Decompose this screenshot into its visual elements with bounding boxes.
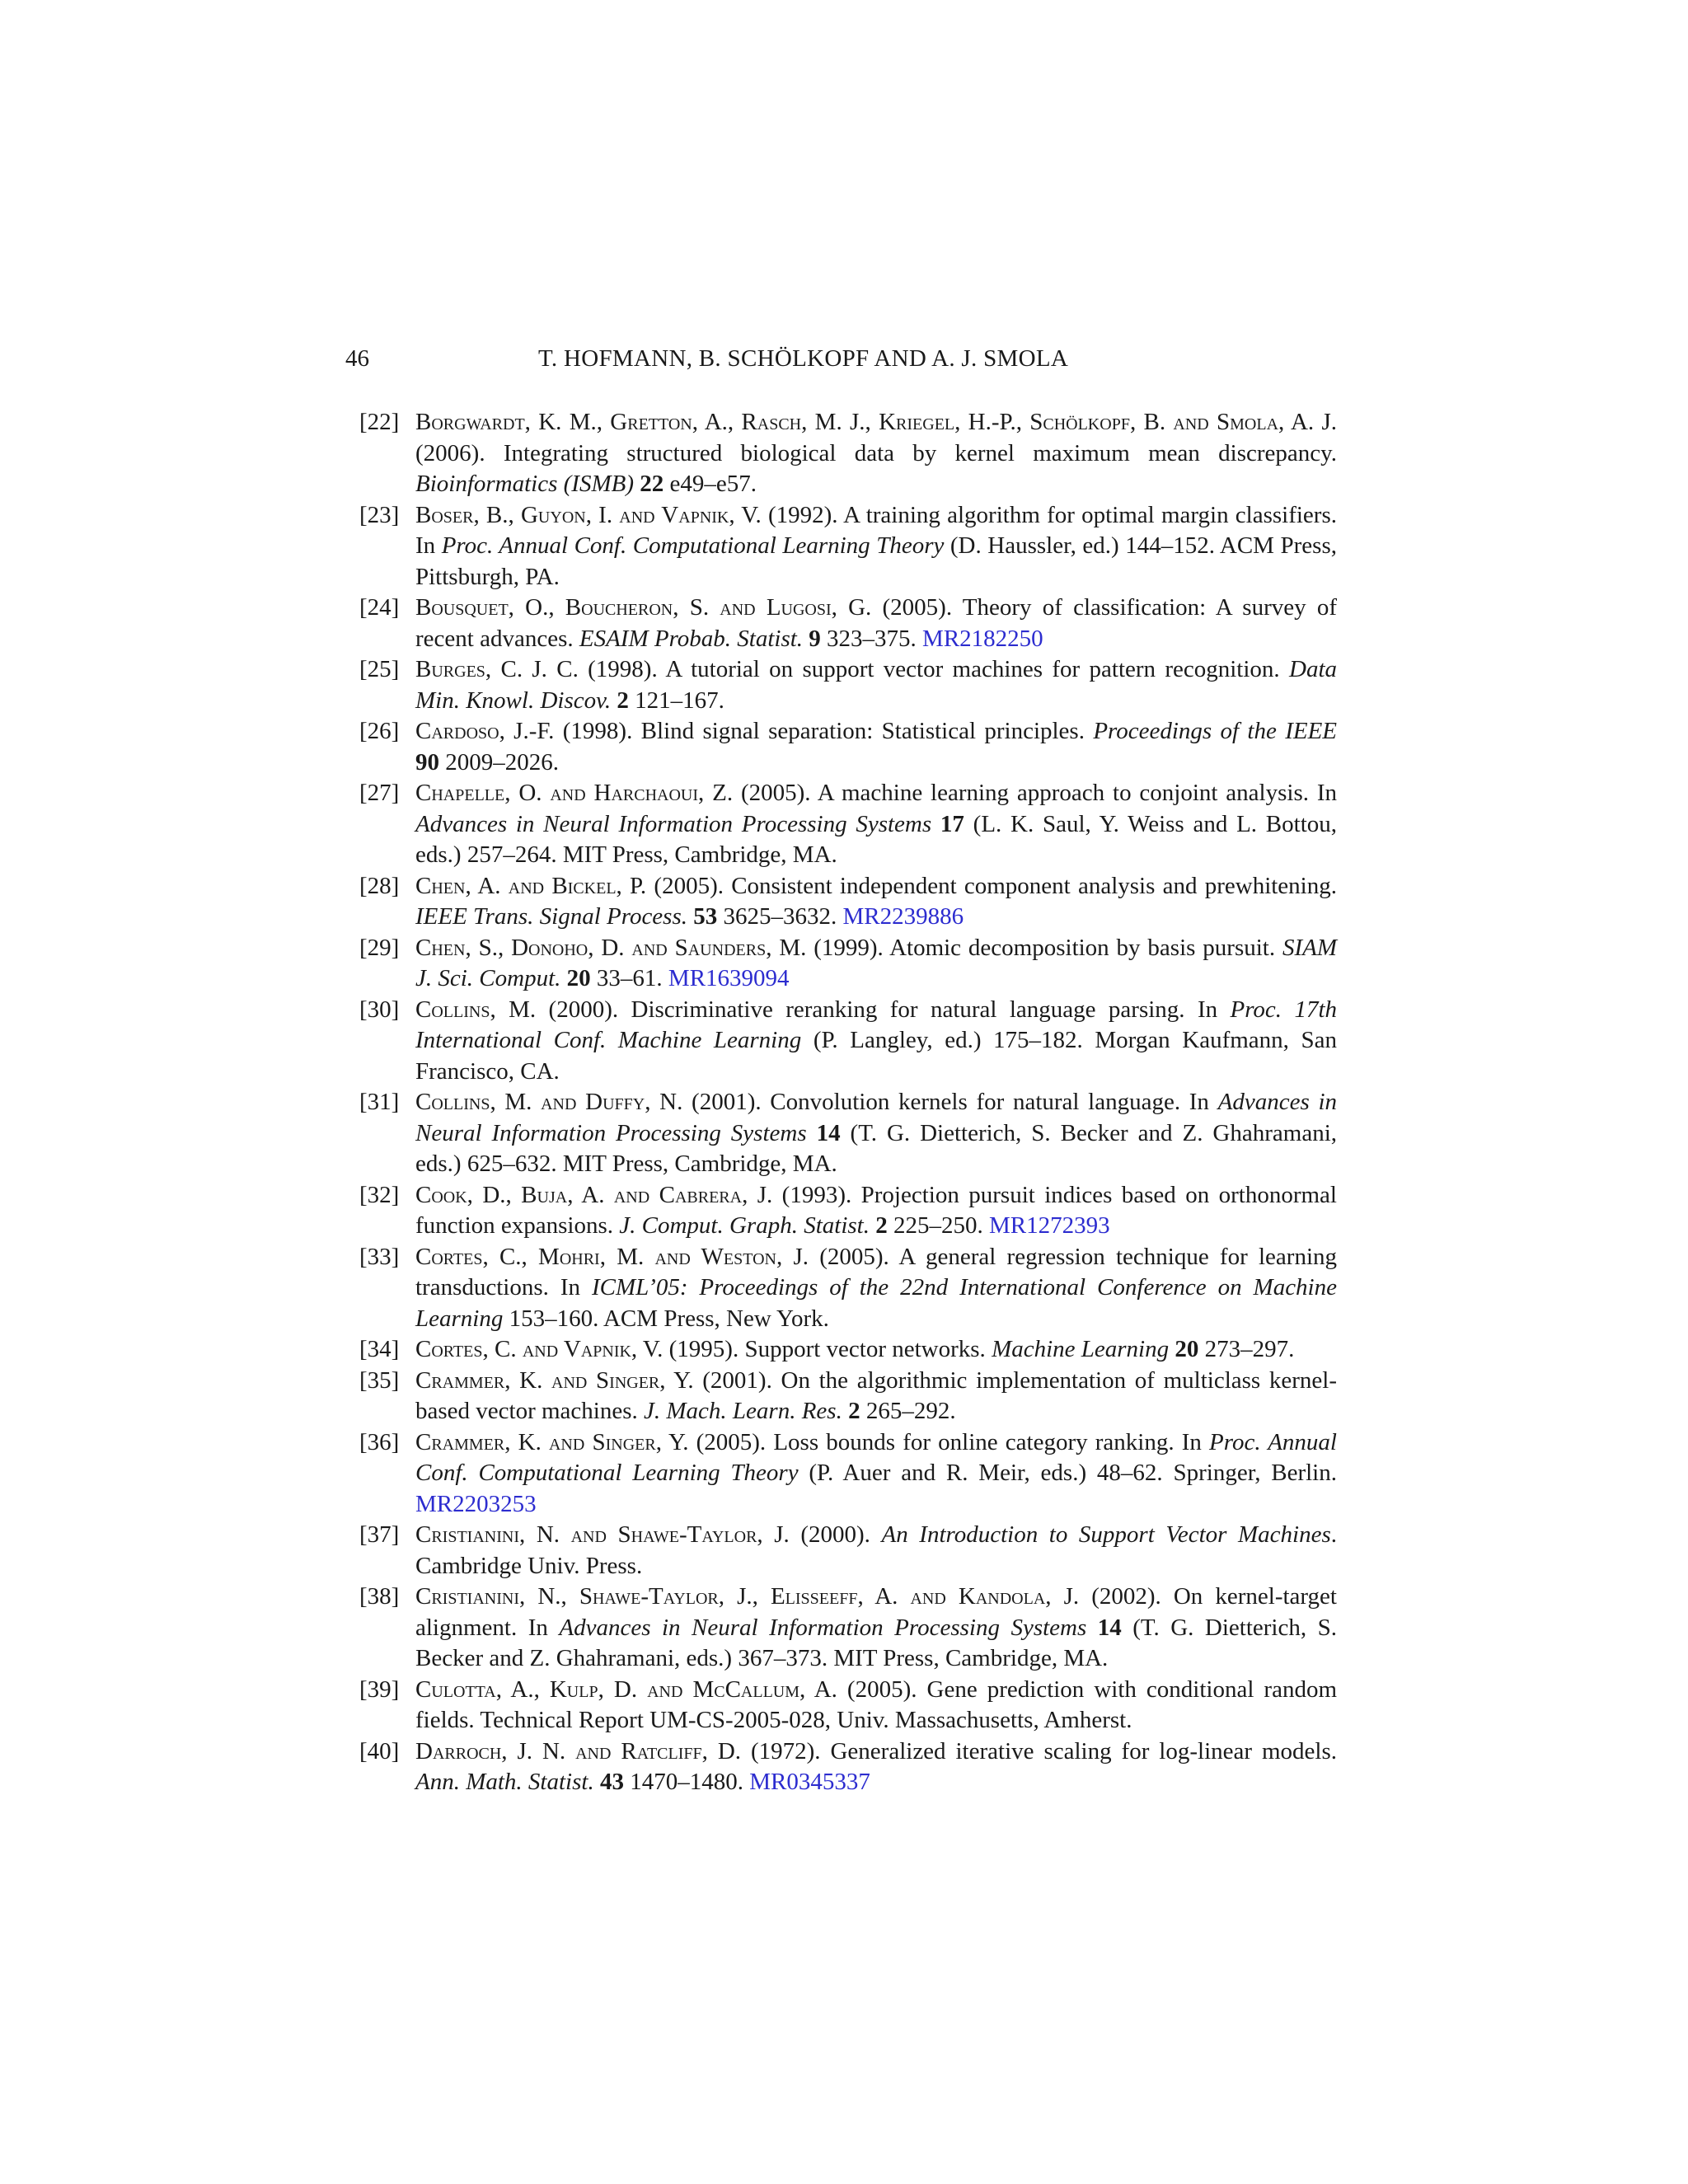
- reference-text-segment: (2006). Integrating structured biological data by kernel maximum mean discrepancy.: [415, 439, 1337, 466]
- reference-authors: Chen, A. and Bickel, P.: [415, 872, 647, 899]
- reference-text-segment: (2005). Loss bounds for online category ranking. In: [688, 1428, 1210, 1455]
- reference-text-segment: [560, 965, 566, 991]
- reference-number: [35]: [359, 1366, 400, 1394]
- reference-text-segment: (1992). A training algorithm for optimal margin classifiers. In: [415, 501, 1337, 559]
- reference-number: [28]: [359, 872, 400, 899]
- reference-venue: Proc. 17th International Conf. Machine Learning: [415, 996, 1337, 1053]
- reference-authors: Collins, M.: [415, 996, 537, 1023]
- reference-text-segment: 3625–3632.: [717, 903, 843, 930]
- reference-entry: [359, 1675, 1337, 1736]
- reference-authors: Cardoso, J.-F.: [415, 718, 555, 744]
- reference-venue: Bioinformatics (ISMB): [415, 471, 634, 497]
- reference-authors: Crammer, K. and Singer, Y.: [415, 1428, 689, 1455]
- reference-text: [415, 1334, 1337, 1366]
- reference-entry: [359, 654, 1337, 716]
- reference-text: [415, 778, 1337, 871]
- reference-volume: 17: [940, 810, 964, 837]
- reference-text-segment: (L. K. Saul, Y. Weiss and L. Bottou, eds.) 257–264. MIT Press, Cambridge, MA.: [415, 810, 1337, 868]
- reference-text-segment: (2000). Discriminative reranking for natural language parsing. In: [536, 996, 1231, 1023]
- reference-authors: Borgwardt, K. M., Gretton, A., Rasch, M. J., Kriegel, H.-P., Schölkopf, B. and Smola, A. J.: [415, 409, 1337, 435]
- reference-volume: 20: [1175, 1336, 1199, 1362]
- mr-link[interactable]: MR2203253: [415, 1490, 537, 1517]
- reference-volume: 22: [640, 471, 664, 497]
- reference-authors: Cortes, C., Mohri, M. and Weston, J.: [415, 1243, 809, 1270]
- reference-text-segment: 33–61.: [590, 965, 668, 991]
- reference-authors: Cortes, C. and Vapnik, V.: [415, 1336, 663, 1362]
- reference-text: [415, 1242, 1337, 1335]
- reference-entry: [359, 1242, 1337, 1335]
- reference-text: [415, 995, 1337, 1088]
- reference-number: [31]: [359, 1089, 400, 1115]
- reference-venue: SIAM J. Sci. Comput.: [415, 934, 1338, 991]
- reference-number: [30]: [359, 996, 400, 1023]
- reference-text-segment: (2001). Convolution kernels for natural language. In: [682, 1089, 1218, 1115]
- reference-text: [415, 1087, 1337, 1180]
- reference-authors: Burges, C. J. C.: [415, 656, 579, 682]
- reference-volume: 90: [415, 748, 439, 776]
- reference-text-segment: (1998). A tutorial on support vector machines for pattern recognition.: [578, 656, 1289, 682]
- running-head: T. HOFMANN, B. SCHÖLKOPF AND A. J. SMOLA: [538, 345, 1069, 372]
- reference-text-segment: [1086, 1615, 1098, 1641]
- reference-venue: Ann. Math. Statist.: [415, 1769, 594, 1795]
- mr-link[interactable]: MR2182250: [922, 625, 1043, 652]
- reference-text-segment: (2001). On the algorithmic implementation of multiclass kernel-based vector machines.: [415, 1366, 1337, 1424]
- reference-text-segment: (2005). Theory of classification: A survey of recent advances.: [415, 594, 1337, 652]
- reference-volume: 2: [848, 1398, 860, 1424]
- reference-text: [415, 500, 1337, 593]
- reference-text: [415, 871, 1337, 933]
- reference-entry: [359, 1582, 1337, 1675]
- reference-text-segment: [807, 1120, 817, 1146]
- reference-text-segment: (T. G. Dietterich, S. Becker and Z. Ghahramani, eds.) 367–373. MIT Press, Cambridge, MA.: [415, 1614, 1337, 1671]
- reference-venue: Proc. Annual Conf. Computational Learning Theory: [415, 1428, 1337, 1486]
- mr-link[interactable]: MR0345337: [749, 1769, 870, 1795]
- reference-text-segment: (1972). Generalized iterative scaling for log-linear models.: [741, 1737, 1337, 1765]
- reference-volume: 2: [875, 1212, 888, 1239]
- reference-text-segment: [842, 1398, 848, 1424]
- mr-link[interactable]: MR2239886: [842, 903, 964, 930]
- reference-text-segment: [931, 811, 940, 837]
- reference-authors: Bousquet, O., Boucheron, S. and Lugosi, G.: [415, 594, 872, 621]
- reference-text-segment: [594, 1769, 600, 1795]
- reference-text-segment: (P. Langley, ed.) 175–182. Morgan Kaufmann, San Francisco, CA.: [415, 1027, 1337, 1085]
- reference-venue: Machine Learning: [992, 1336, 1170, 1362]
- reference-text-segment: (1993). Projection pursuit indices based on orthonormal function expansions.: [415, 1181, 1337, 1239]
- reference-list: [359, 407, 1337, 1798]
- reference-text-segment: (2005). Consistent independent component analysis and prewhitening.: [646, 872, 1337, 899]
- reference-venue: Advances in Neural Information Processing Systems: [415, 810, 932, 837]
- reference-authors: Chen, S., Donoho, D. and Saunders, M.: [415, 934, 807, 961]
- reference-venue: J. Mach. Learn. Res.: [644, 1398, 842, 1424]
- reference-number: [25]: [359, 656, 400, 682]
- reference-text-segment: (2005). A machine learning approach to conjoint analysis. In: [733, 780, 1337, 806]
- reference-text: [415, 1427, 1337, 1521]
- reference-text-segment: 121–167.: [628, 687, 724, 714]
- reference-entry: [359, 716, 1337, 778]
- reference-entry: [359, 1334, 1337, 1366]
- reference-number: [23]: [359, 501, 400, 528]
- reference-venue: ESAIM Probab. Statist.: [579, 625, 804, 652]
- reference-entry: [359, 1366, 1337, 1427]
- reference-text-segment: (2002). On kernel-target alignment. In: [415, 1583, 1337, 1641]
- reference-entry: [359, 778, 1337, 871]
- reference-venue: IEEE Trans. Signal Process.: [415, 903, 688, 930]
- reference-number: [29]: [359, 934, 400, 961]
- reference-number: [32]: [359, 1181, 400, 1208]
- reference-volume: 14: [1097, 1614, 1122, 1641]
- reference-text-segment: (1999). Atomic decomposition by basis pursuit.: [806, 934, 1282, 961]
- reference-authors: Cook, D., Buja, A. and Cabrera, J.: [415, 1181, 773, 1208]
- mr-link[interactable]: MR1639094: [668, 965, 790, 991]
- reference-venue: J. Comput. Graph. Statist.: [619, 1212, 870, 1239]
- reference-authors: Collins, M. and Duffy, N.: [415, 1089, 683, 1115]
- reference-authors: Crammer, K. and Singer, Y.: [415, 1366, 694, 1394]
- reference-entry: [359, 500, 1337, 593]
- reference-text-segment: (T. G. Dietterich, S. Becker and Z. Ghahramani, eds.) 625–632. MIT Press, Cambridge, MA.: [415, 1119, 1338, 1177]
- reference-text-segment: 2009–2026.: [439, 748, 559, 776]
- reference-text: [415, 1675, 1337, 1736]
- mr-link[interactable]: MR1272393: [988, 1212, 1110, 1239]
- reference-text-segment: 265–292.: [860, 1398, 956, 1424]
- reference-text-segment: (P. Auer and R. Meir, eds.) 48–62. Springer, Berlin.: [798, 1460, 1337, 1486]
- reference-number: [27]: [359, 780, 400, 806]
- reference-number: [39]: [359, 1675, 400, 1703]
- reference-text-segment: e49–e57.: [663, 471, 757, 497]
- reference-volume: 43: [599, 1769, 624, 1795]
- reference-number: [26]: [359, 718, 400, 744]
- reference-number: [38]: [359, 1583, 400, 1610]
- reference-text-segment: . Cambridge Univ. Press.: [415, 1521, 1337, 1579]
- reference-number: [40]: [359, 1737, 400, 1765]
- reference-text: [415, 1366, 1337, 1427]
- reference-text-segment: (2005). A general regression technique for learning transductions. In: [415, 1243, 1337, 1301]
- reference-venue: Data Min. Knowl. Discov.: [415, 656, 1337, 714]
- reference-entry: [359, 1180, 1337, 1242]
- reference-text-segment: (2000).: [789, 1521, 882, 1548]
- reference-venue: ICML’05: Proceedings of the 22nd International Conference on Machine Learning: [415, 1274, 1337, 1332]
- reference-authors: Cristianini, N., Shawe-Taylor, J., Elisseeff, A. and Kandola, J.: [415, 1583, 1080, 1610]
- reference-text: [415, 1520, 1337, 1582]
- reference-number: [22]: [359, 409, 400, 435]
- reference-text: [415, 1736, 1337, 1798]
- reference-entry: [359, 995, 1337, 1088]
- reference-authors: Chapelle, O. and Harchaoui, Z.: [415, 780, 734, 806]
- reference-entry: [359, 593, 1337, 654]
- reference-authors: Culotta, A., Kulp, D. and McCallum, A.: [415, 1675, 837, 1703]
- reference-number: [34]: [359, 1336, 400, 1362]
- reference-venue: Advances in Neural Information Processing Systems: [415, 1089, 1338, 1146]
- reference-text-segment: (2005). Gene prediction with conditional random fields. Technical Report UM-CS-2005-028, Univ. Massachusetts, Amherst.: [415, 1675, 1338, 1733]
- reference-venue: Proceedings of the IEEE: [1093, 718, 1337, 744]
- reference-volume: 9: [809, 625, 821, 652]
- reference-volume: 2: [617, 687, 629, 714]
- reference-text: [415, 933, 1337, 995]
- reference-text: [415, 407, 1337, 500]
- reference-entry: [359, 1427, 1337, 1521]
- reference-text-segment: 1470–1480.: [623, 1769, 750, 1795]
- reference-volume: 53: [693, 903, 718, 930]
- reference-text-segment: (1995). Support vector networks.: [663, 1336, 992, 1362]
- reference-authors: Darroch, J. N. and Ratcliff, D.: [415, 1737, 742, 1765]
- reference-volume: 20: [566, 965, 591, 991]
- reference-text-segment: 225–250.: [887, 1212, 989, 1239]
- reference-authors: Boser, B., Guyon, I. and Vapnik, V.: [415, 501, 762, 528]
- reference-text-segment: (D. Haussler, ed.) 144–152. ACM Press, Pittsburgh, PA.: [415, 532, 1337, 590]
- page-number: 46: [345, 345, 369, 372]
- reference-number: [24]: [359, 594, 400, 621]
- reference-number: [37]: [359, 1521, 400, 1548]
- reference-entry: [359, 933, 1337, 995]
- reference-number: [33]: [359, 1243, 400, 1270]
- reference-volume: 14: [816, 1119, 841, 1146]
- reference-text: [415, 1180, 1337, 1242]
- reference-venue: An Introduction to Support Vector Machines: [881, 1521, 1331, 1548]
- reference-text-segment: 273–297.: [1198, 1336, 1295, 1362]
- reference-text: [415, 1582, 1337, 1675]
- reference-entry: [359, 407, 1337, 500]
- reference-text-segment: 153–160. ACM Press, New York.: [503, 1305, 829, 1332]
- reference-number: [36]: [359, 1428, 400, 1455]
- reference-text-segment: (1998). Blind signal separation: Statistical principles.: [554, 718, 1094, 744]
- reference-text-segment: 323–375.: [820, 625, 923, 652]
- reference-entry: [359, 871, 1337, 933]
- reference-venue: Proc. Annual Conf. Computational Learning Theory: [441, 532, 945, 559]
- reference-entry: [359, 1736, 1337, 1798]
- reference-authors: Cristianini, N. and Shawe-Taylor, J.: [415, 1521, 790, 1548]
- reference-text: [415, 716, 1337, 778]
- reference-text: [415, 654, 1337, 716]
- reference-entry: [359, 1520, 1337, 1582]
- reference-text: [415, 593, 1337, 654]
- reference-entry: [359, 1087, 1337, 1180]
- reference-venue: Advances in Neural Information Processing Systems: [559, 1614, 1087, 1641]
